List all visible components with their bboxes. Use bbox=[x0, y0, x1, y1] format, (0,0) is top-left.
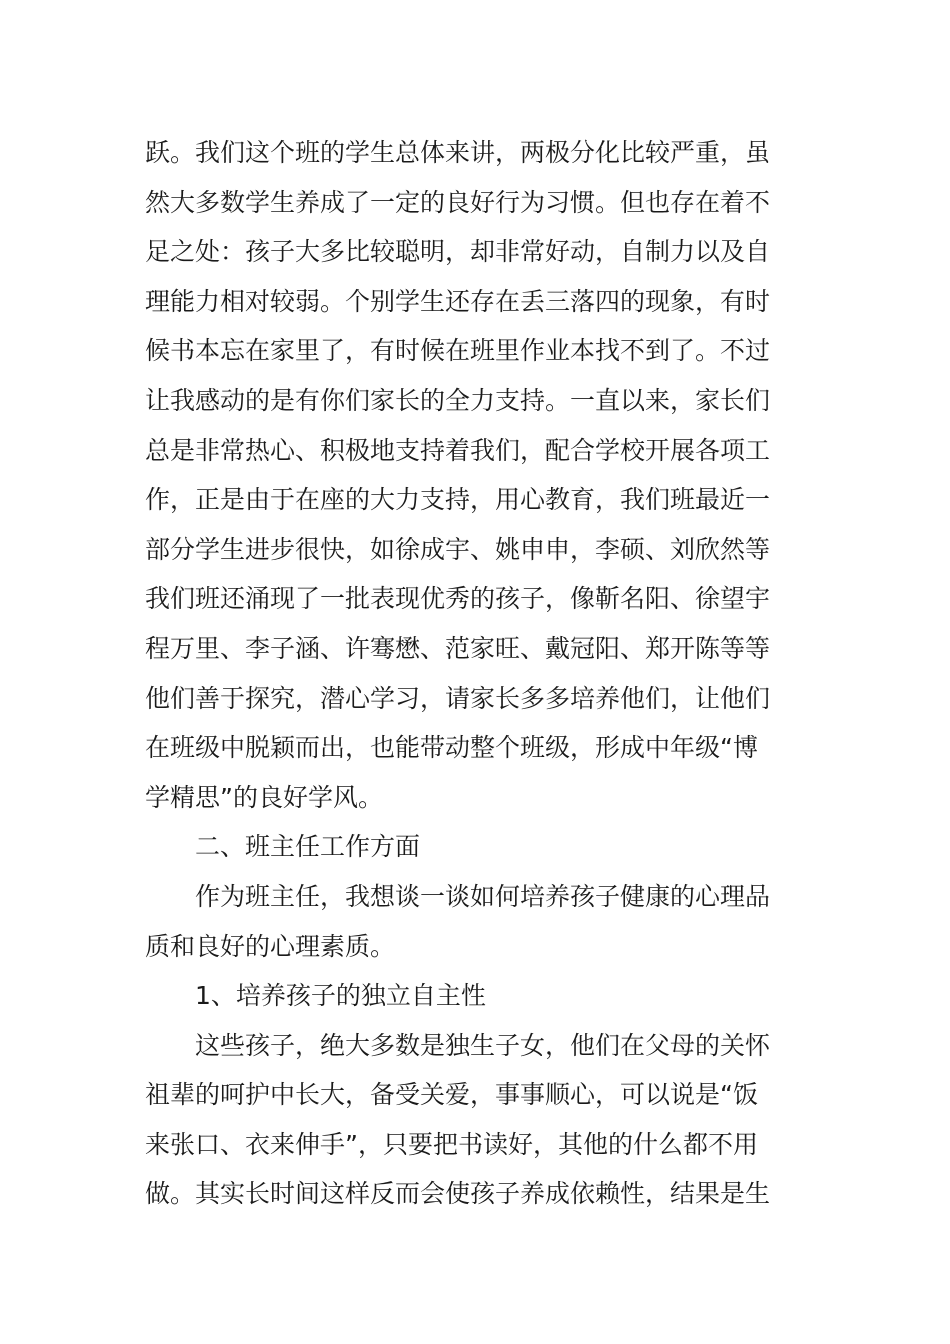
text-line: 他们善于探究，潜心学习，请家长多多培养他们，让他们 bbox=[145, 683, 771, 713]
section-heading: 二、班主任工作方面 bbox=[195, 832, 421, 862]
text-line: 作为班主任，我想谈一谈如何培养孩子健康的心理品 bbox=[195, 881, 771, 911]
text-line: 来张口、衣来伸手”，只要把书读好，其他的什么都不用 bbox=[145, 1129, 758, 1159]
text-line: 学精思”的良好学风。 bbox=[145, 782, 383, 812]
text-line: 候书本忘在家里了，有时候在班里作业本找不到了。不过 bbox=[145, 336, 771, 366]
text-line: 作，正是由于在座的大力支持，用心教育，我们班最近一 bbox=[145, 485, 771, 515]
text-line: 部分学生进步很快，如徐成宇、姚申申，李硕、刘欣然等 bbox=[145, 534, 771, 564]
text-line: 我们班还涌现了一批表现优秀的孩子，像靳名阳、徐望宇 bbox=[145, 584, 771, 614]
body-text bbox=[145, 128, 815, 1219]
text-line: 让我感动的是有你们家长的全力支持。一直以来，家长们 bbox=[145, 385, 771, 415]
text-line: 程万里、李子涵、许骞懋、范家旺、戴冠阳、郑开陈等等 bbox=[145, 633, 771, 663]
text-line: 然大多数学生养成了一定的良好行为习惯。但也存在着不 bbox=[145, 187, 771, 217]
text-line: 做。其实长时间这样反而会使孩子养成依赖性，结果是生 bbox=[145, 1179, 771, 1209]
text-line: 祖辈的呵护中长大，备受关爱，事事顺心，可以说是“饭 bbox=[145, 1080, 758, 1110]
text-line: 跃。我们这个班的学生总体来讲，两极分化比较严重，虽 bbox=[145, 138, 771, 167]
subsection-heading: 1、培养孩子的独立自主性 bbox=[195, 981, 486, 1011]
text-line: 这些孩子，绝大多数是独生子女，他们在父母的关怀 bbox=[195, 1030, 771, 1060]
text-line: 总是非常热心、积极地支持着我们，配合学校开展各项工 bbox=[145, 435, 771, 465]
text-line: 足之处：孩子大多比较聪明，却非常好动，自制力以及自 bbox=[145, 237, 771, 267]
text-line: 在班级中脱颖而出，也能带动整个班级，形成中年级“博 bbox=[145, 733, 758, 763]
text-line: 质和良好的心理素质。 bbox=[145, 931, 396, 961]
text-line: 理能力相对较弱。个别学生还存在丢三落四的现象，有时 bbox=[145, 286, 771, 316]
